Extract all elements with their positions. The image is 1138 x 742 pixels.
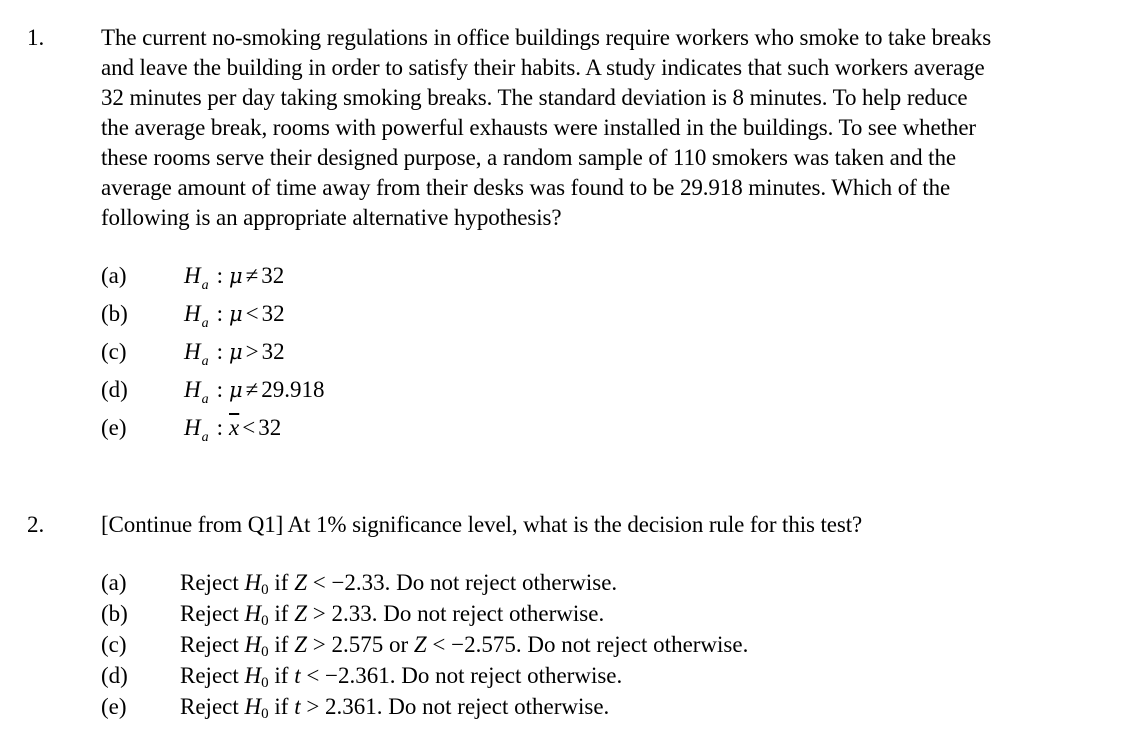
question-1-line-1: The current no-smoking regulations in office buildings require workers who smoke to take breaks — [101, 25, 992, 50]
hypothesis-xbar: $\overline{x}$ — [229, 415, 240, 440]
hypothesis-operator: < — [242, 415, 256, 440]
null-subscript: 0 — [261, 582, 269, 598]
hypothesis-H: H — [184, 339, 201, 364]
q1-option-e-hypothesis — [184, 415, 281, 446]
null-subscript: 0 — [261, 675, 269, 691]
hypothesis-subscript: a — [201, 430, 209, 445]
hypothesis-subscript: a — [201, 316, 209, 331]
rule-text: < −2.33. Do not reject otherwise. — [312, 570, 618, 595]
test-statistic: Z — [294, 632, 307, 657]
q1-option-c-hypothesis — [184, 339, 285, 370]
null-H: H — [244, 663, 262, 688]
null-subscript: 0 — [261, 613, 269, 629]
question-1-number: 1. — [27, 25, 45, 50]
q2-option-a-rule — [180, 570, 617, 599]
null-subscript: 0 — [261, 706, 269, 722]
null-H: H — [244, 570, 262, 595]
rule-text: > 2.33. Do not reject otherwise. — [312, 601, 605, 626]
q2-option-a-label: (a) — [101, 570, 127, 595]
null-H: H — [244, 601, 262, 626]
question-2-line-1: [Continue from Q1] At 1% significance level, what is the decision rule for this test? — [101, 512, 863, 537]
q1-option-d-label: (d) — [101, 377, 128, 402]
hypothesis-operator: < — [245, 301, 259, 326]
question-1-text — [101, 23, 1131, 233]
q1-option-a-hypothesis — [184, 263, 284, 294]
rule-text: > 2.575 or — [312, 632, 409, 657]
hypothesis-colon: : — [216, 415, 224, 440]
q2-option-c-label: (c) — [101, 632, 127, 657]
hypothesis-value: 32 — [261, 301, 285, 326]
hypothesis-H: H — [184, 377, 201, 402]
question-1-line-3: 32 minutes per day taking smoking breaks. The standard deviation is 8 minutes. To help reduce — [101, 85, 968, 110]
if-word: if — [274, 663, 289, 688]
hypothesis-mu: μ — [229, 378, 243, 402]
q1-option-b-hypothesis — [184, 301, 285, 332]
hypothesis-value: 32 — [261, 263, 285, 288]
null-H: H — [244, 694, 262, 719]
hypothesis-mu: μ — [229, 302, 243, 326]
hypothesis-value: 29.918 — [261, 377, 325, 402]
reject-word: Reject — [180, 570, 239, 595]
if-word: if — [274, 570, 289, 595]
hypothesis-mu: μ — [229, 340, 243, 364]
q1-option-e-label: (e) — [101, 415, 127, 440]
if-word: if — [274, 694, 289, 719]
reject-word: Reject — [180, 632, 239, 657]
test-statistic: t — [294, 694, 301, 719]
test-statistic: Z — [294, 601, 307, 626]
hypothesis-colon: : — [216, 263, 224, 288]
hypothesis-operator: ≠ — [245, 377, 259, 402]
hypothesis-H: H — [184, 301, 201, 326]
hypothesis-colon: : — [216, 377, 224, 402]
test-statistic: t — [294, 663, 301, 688]
q2-option-e-label: (e) — [101, 694, 127, 719]
rule-text: > 2.361. Do not reject otherwise. — [306, 694, 610, 719]
hypothesis-value: 32 — [258, 415, 282, 440]
if-word: if — [274, 632, 289, 657]
q2-option-b-label: (b) — [101, 601, 128, 626]
reject-word: Reject — [180, 694, 239, 719]
if-word: if — [274, 601, 289, 626]
hypothesis-H: H — [184, 263, 201, 288]
reject-word: Reject — [180, 601, 239, 626]
q2-option-b-rule — [180, 601, 604, 630]
question-1-line-2: and leave the building in order to satisfy their habits. A study indicates that such workers average — [101, 55, 985, 80]
question-1-line-6: average amount of time away from their desks was found to be 29.918 minutes. Which of the — [101, 175, 951, 200]
rule-text: < −2.361. Do not reject otherwise. — [306, 663, 623, 688]
question-2-text — [101, 510, 1131, 540]
hypothesis-colon: : — [216, 339, 224, 364]
hypothesis-colon: : — [216, 301, 224, 326]
q2-option-e-rule — [180, 694, 609, 723]
q2-option-d-rule — [180, 663, 622, 692]
hypothesis-subscript: a — [201, 354, 209, 369]
hypothesis-mu: μ — [229, 264, 243, 288]
hypothesis-operator: ≠ — [245, 263, 259, 288]
hypothesis-subscript: a — [201, 278, 209, 293]
null-subscript: 0 — [261, 644, 269, 660]
question-1-line-5: these rooms serve their designed purpose, a random sample of 110 smokers was taken and the — [101, 145, 956, 170]
hypothesis-operator: > — [245, 339, 259, 364]
q1-option-a-label: (a) — [101, 263, 127, 288]
reject-word: Reject — [180, 663, 239, 688]
hypothesis-value: 32 — [261, 339, 285, 364]
q2-option-c-rule — [180, 632, 748, 661]
test-statistic: Z — [294, 570, 307, 595]
rule-text-2: < −2.575. Do not reject otherwise. — [432, 632, 749, 657]
null-H: H — [244, 632, 262, 657]
q1-option-c-label: (c) — [101, 339, 127, 364]
question-1-line-7: following is an appropriate alternative hypothesis? — [101, 205, 562, 230]
test-statistic-2: Z — [413, 632, 427, 657]
question-1-line-4: the average break, rooms with powerful exhausts were installed in the buildings. To see whether — [101, 115, 976, 140]
q1-option-b-label: (b) — [101, 301, 128, 326]
hypothesis-subscript: a — [201, 392, 209, 407]
q1-option-d-hypothesis — [184, 377, 325, 408]
q2-option-d-label: (d) — [101, 663, 128, 688]
question-2-number: 2. — [27, 512, 45, 537]
hypothesis-H: H — [184, 415, 201, 440]
